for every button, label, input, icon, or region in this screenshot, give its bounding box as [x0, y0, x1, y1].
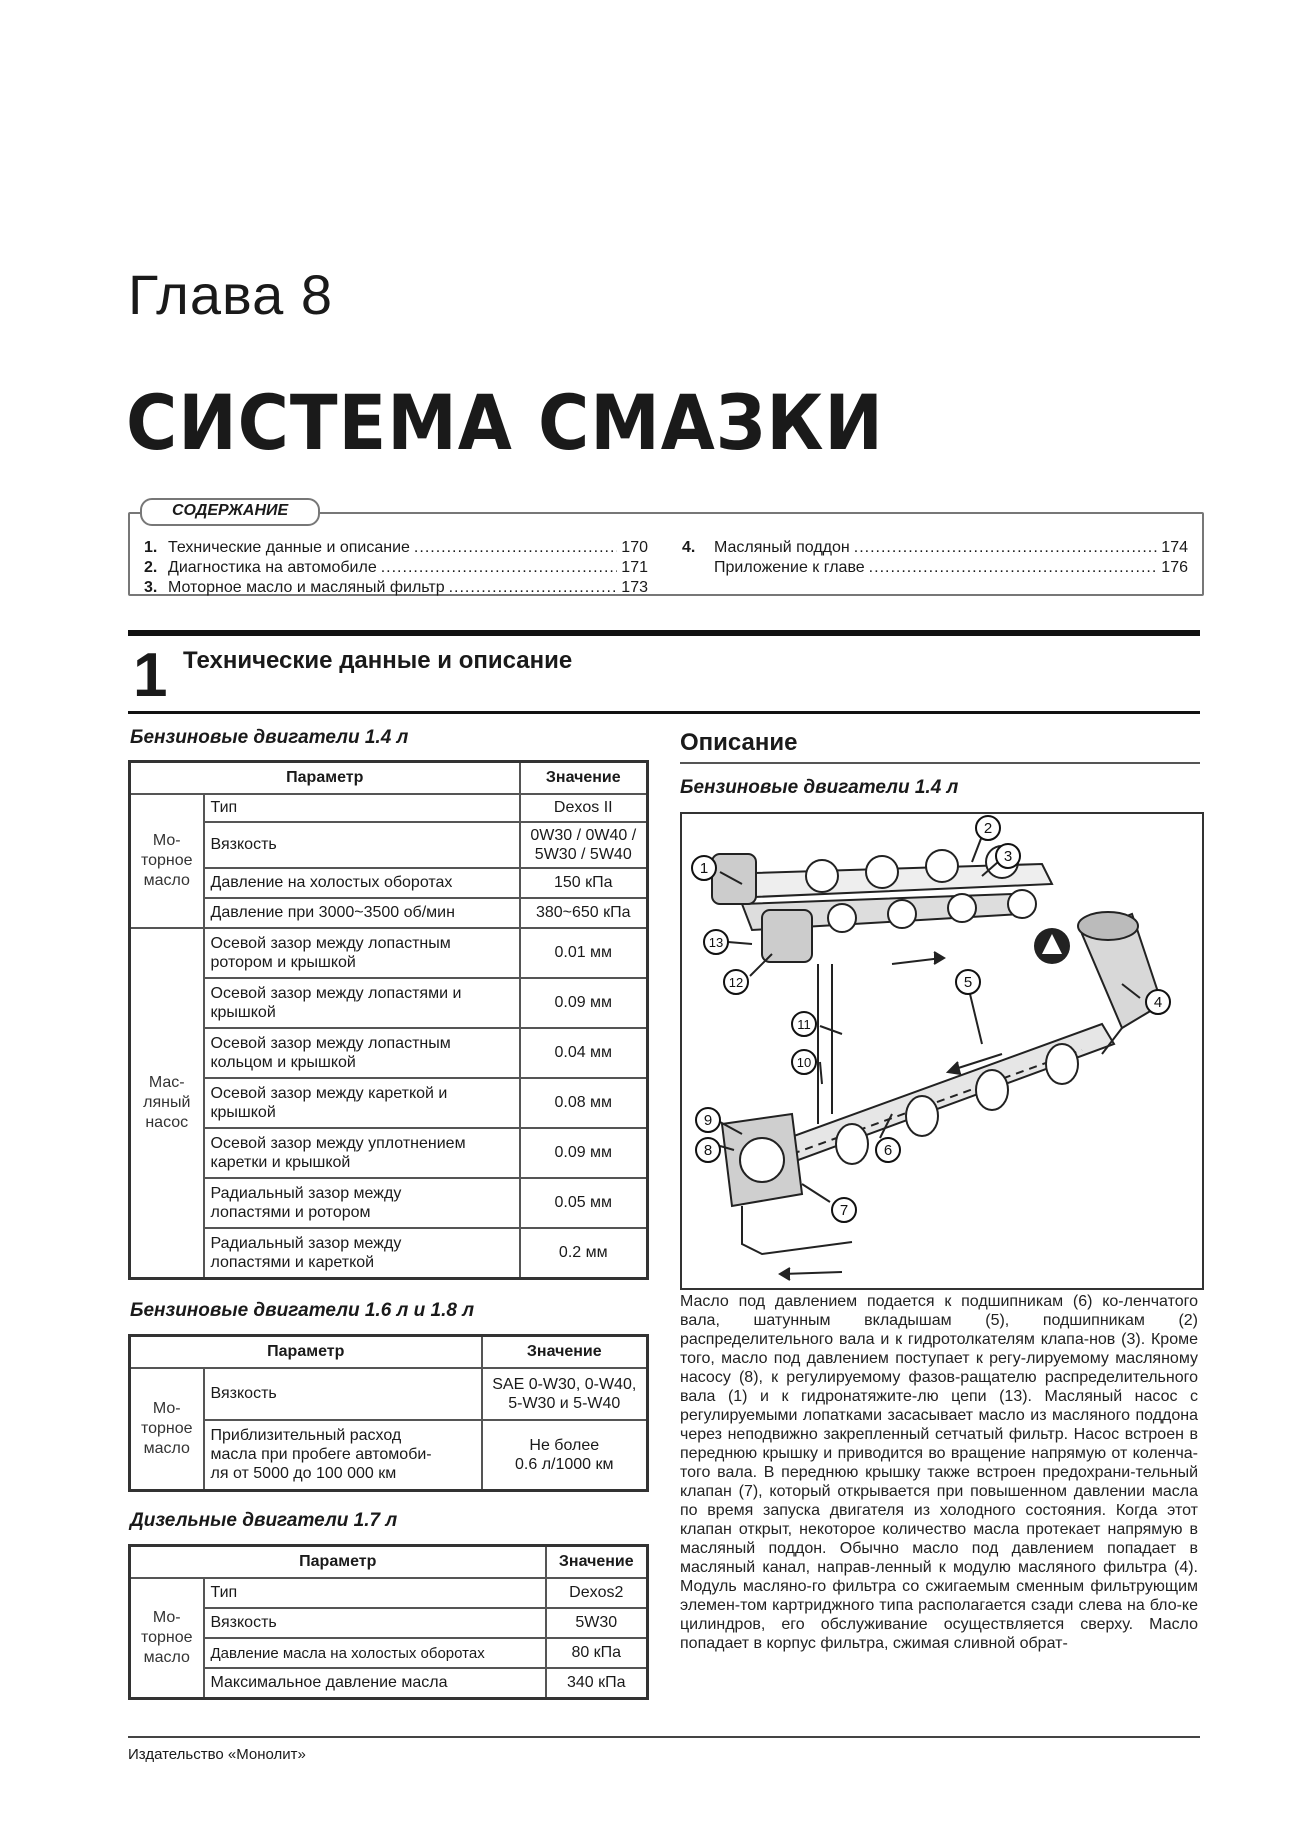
- table2-group-oil: Мо- торное масло: [130, 1368, 204, 1490]
- table2-heading: Бензиновые двигатели 1.6 л и 1.8 л: [130, 1300, 475, 1321]
- table-cell-param: Давление масла на холостых оборотах: [204, 1638, 546, 1668]
- section-rule-bottom: [128, 711, 1200, 714]
- toc-item-text: Приложение к главе: [714, 559, 865, 576]
- table-cell-param: Тип: [204, 1578, 546, 1608]
- description-subheading: Бензиновые двигатели 1.4 л: [680, 777, 959, 798]
- table-cell-value: 0.04 мм: [520, 1028, 648, 1078]
- table-cell-value: 0.09 мм: [520, 978, 648, 1028]
- table1-group-pump: Мас- ляный насос: [130, 928, 204, 1278]
- table-cell-param: Максимальное давление масла: [204, 1668, 546, 1698]
- svg-text:13: 13: [708, 935, 724, 950]
- table-cell-param: Давление при 3000~3500 об/мин: [204, 898, 520, 928]
- table-cell-value: Dexos II: [520, 794, 648, 822]
- table3-heading: Дизельные двигатели 1.7 л: [130, 1510, 398, 1531]
- toc-heading: СОДЕРЖАНИЕ: [140, 498, 320, 526]
- svg-text:7: 7: [839, 1202, 849, 1219]
- table1-group-oil: Мо- торное масло: [130, 794, 204, 928]
- callout-3: [996, 844, 1020, 868]
- table-cell-param: Осевой зазор между уплотнением каретки и крышкой: [204, 1128, 520, 1178]
- table-cell-param: Давление на холостых оборотах: [204, 868, 520, 898]
- toc-item[interactable]: [144, 558, 648, 578]
- toc-dot-leader: [854, 538, 1158, 558]
- callout-10: [792, 1050, 816, 1074]
- table2: [128, 1334, 649, 1492]
- table-cell-param: Осевой зазор между кареткой и крышкой: [204, 1078, 520, 1128]
- toc-item-page: 174: [1161, 539, 1188, 556]
- table-cell-param: Тип: [204, 794, 520, 822]
- toc-item-page: 176: [1161, 559, 1188, 576]
- lubrication-diagram-drawing: [682, 814, 1202, 1288]
- toc-item-page: 171: [621, 559, 648, 576]
- toc-item-number: [682, 558, 714, 578]
- table-cell-value: 5W30: [546, 1608, 648, 1638]
- toc-item[interactable]: [682, 538, 1188, 558]
- table-cell-value: 340 кПа: [546, 1668, 648, 1698]
- table-cell-param: Приблизительный расход масла при пробеге автомоби- ля от 5000 до 100 000 км: [204, 1420, 482, 1490]
- callout-12: [724, 970, 748, 994]
- table1-header-param: Параметр: [130, 762, 520, 795]
- table2-header-param: Параметр: [130, 1336, 482, 1369]
- svg-text:6: 6: [883, 1142, 893, 1159]
- chapter-label: Глава 8: [128, 263, 333, 326]
- table-cell-param: Вязкость: [204, 1368, 482, 1420]
- description-paragraph: Масло под давлением подается к подшипникам (6) ко-ленчатого вала, шатунным вкладышам (5), подшипникам (2) распределительного вала и к гидротолкателям клапа-нов (3). Кроме того, масло под давлением поступает к регу-лируемому масляному насосу (8), к регулируемому фазов-ращателю распределительного вала (1) и к гидронатяжите-лю цепи (13). Масляный насос с регулируемыми лопатками засасывает масло из масляного поддона через неподвижно закрепленный сетчатый фильтр. Насос встроен в переднюю крышку и приводится во вращение напрямую от коленча-того вала. В переднюю крышку также встроен предохрани-тельный клапан (7), который открывается при повышенном давлении масла по время запуска двигателя из холодного состояния. Когда этот клапан открыт, некоторое количество масла протекает напрямую в масляный поддон. Обычно масло под давлением попадает в масляный канал, направ-ленный к модулю масляного фильтра (4). Модуль масляно-го фильтра со сжигаемым сменным фильтрующим элемен-том картриджного типа располагается сзади слева на бло-ке цилиндров, его обслуживание осуществляется сверху. Масло попадает в корпус фильтра, сжимая сливной обрат-: [680, 1293, 1198, 1652]
- toc-item-text: Моторное масло и масляный фильтр: [168, 579, 445, 596]
- svg-text:12: 12: [728, 975, 744, 990]
- table-cell-value: 0W30 / 0W40 / 5W30 / 5W40: [520, 822, 648, 868]
- table-cell-value: 80 кПа: [546, 1638, 648, 1668]
- table-cell-param: Осевой зазор между лопастями и крышкой: [204, 978, 520, 1028]
- table-cell-value: 380~650 кПа: [520, 898, 648, 928]
- callout-6: [876, 1138, 900, 1162]
- footer-rule: [128, 1736, 1200, 1738]
- svg-text:1: 1: [699, 860, 709, 877]
- svg-text:2: 2: [983, 820, 993, 837]
- svg-text:11: 11: [797, 1017, 811, 1032]
- table-cell-param: Вязкость: [204, 822, 520, 868]
- toc-dot-leader: [381, 558, 618, 578]
- table-cell-value: Dexos2: [546, 1578, 648, 1608]
- description-heading: Описание: [680, 729, 798, 756]
- section-title: Технические данные и описание: [183, 647, 573, 674]
- toc-item-text: Технические данные и описание: [168, 539, 410, 556]
- toc-item-number: 3.: [144, 579, 158, 596]
- publisher-footer: Издательство «Монолит»: [128, 1746, 306, 1763]
- section-rule-top: [128, 630, 1200, 636]
- table-cell-value: Не более 0.6 л/1000 км: [482, 1420, 648, 1490]
- section-number: 1: [133, 641, 168, 710]
- table-cell-param: Осевой зазор между лопастным кольцом и крышкой: [204, 1028, 520, 1078]
- table-cell-param: Осевой зазор между лопастным ротором и крышкой: [204, 928, 520, 978]
- svg-text:4: 4: [1153, 994, 1163, 1011]
- table1-header-value: Значение: [520, 762, 648, 795]
- chapter-title: СИСТЕМА СМАЗКИ: [126, 378, 884, 467]
- callout-11: [792, 1012, 816, 1036]
- toc-item[interactable]: [682, 558, 1188, 578]
- toc-item-number: 4.: [682, 539, 696, 556]
- table-cell-value: 0.2 мм: [520, 1228, 648, 1278]
- svg-text:9: 9: [703, 1112, 713, 1129]
- table-cell-value: 0.09 мм: [520, 1128, 648, 1178]
- lubrication-diagram: [680, 812, 1204, 1290]
- table1-heading: Бензиновые двигатели 1.4 л: [130, 727, 409, 748]
- toc-item-number: 2.: [144, 559, 158, 576]
- table-cell-param: Радиальный зазор между лопастями и ротором: [204, 1178, 520, 1228]
- callout-13: [704, 930, 728, 954]
- description-rule: [680, 762, 1200, 764]
- toc-item[interactable]: [144, 538, 648, 558]
- toc-item-text: Масляный поддон: [714, 539, 850, 556]
- callout-4: [1146, 990, 1170, 1014]
- toc-dot-leader: [414, 538, 617, 558]
- table3-header-param: Параметр: [130, 1546, 546, 1579]
- svg-text:8: 8: [703, 1142, 713, 1159]
- toc-item-text: Диагностика на автомобиле: [168, 559, 377, 576]
- table-cell-value: 0.01 мм: [520, 928, 648, 978]
- callout-7: [832, 1198, 856, 1222]
- oil-warning-icon: [1034, 928, 1070, 964]
- callout-5: [956, 970, 980, 994]
- toc-item-number: 1.: [144, 539, 158, 556]
- table-cell-value: 0.08 мм: [520, 1078, 648, 1128]
- toc-dot-leader: [449, 578, 618, 598]
- table-cell-param: Радиальный зазор между лопастями и кареткой: [204, 1228, 520, 1278]
- callout-9: [696, 1108, 720, 1132]
- svg-text:3: 3: [1003, 848, 1013, 865]
- table-cell-value: 0.05 мм: [520, 1178, 648, 1228]
- table3: [128, 1544, 649, 1700]
- callout-2: [976, 816, 1000, 840]
- svg-text:5: 5: [963, 974, 973, 991]
- table3-header-value: Значение: [546, 1546, 648, 1579]
- table2-header-value: Значение: [482, 1336, 648, 1369]
- callout-8: [696, 1138, 720, 1162]
- table-cell-value: 150 кПа: [520, 868, 648, 898]
- table-cell-value: SAE 0-W30, 0-W40, 5-W30 и 5-W40: [482, 1368, 648, 1420]
- toc-item-page: 170: [621, 539, 648, 556]
- table-cell-param: Вязкость: [204, 1608, 546, 1638]
- table3-group-oil: Мо- торное масло: [130, 1578, 204, 1698]
- callout-1: [692, 856, 716, 880]
- toc-item[interactable]: [144, 578, 648, 598]
- table1: [128, 760, 649, 1280]
- toc-item-page: 173: [621, 579, 648, 596]
- svg-text:10: 10: [796, 1055, 812, 1070]
- toc-dot-leader: [869, 558, 1158, 578]
